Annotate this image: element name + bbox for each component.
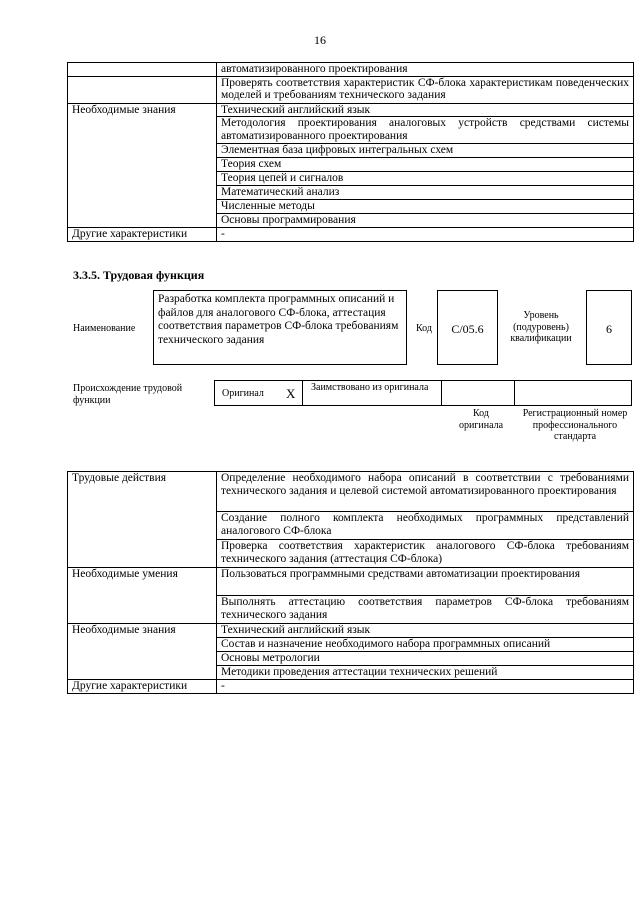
table1-row-1: Проверять соответствия характеристик СФ-блока характеристикам поведенческих моделей и требованиям технического задания (217, 76, 634, 103)
original-mark: X (286, 386, 296, 401)
other-characteristics-value: - (217, 228, 634, 242)
other-characteristics-value: - (217, 680, 634, 694)
other-characteristics-label: Другие характеристики (68, 228, 217, 242)
function-details-table (67, 471, 634, 694)
knowledge-item: Методология проектирования аналоговых устройств средствами системы автоматизированного проектирования (217, 117, 634, 144)
knowledge-item: Основы программирования (217, 214, 634, 228)
code-label: Код (416, 323, 432, 334)
skills-label: Необходимые умения (68, 568, 217, 624)
knowledge-table-1 (67, 62, 634, 242)
function-name-box (153, 290, 407, 365)
knowledge-item: Теория схем (217, 158, 634, 172)
function-name: Разработка комплекта программных описаний и файлов для аналогового СФ-блока, аттестация соответствия параметров СФ-блока требованиям технического задания (158, 293, 399, 346)
origin-divider (302, 380, 303, 406)
knowledge-item: Математический анализ (217, 186, 634, 200)
table1-row-0: автоматизированного проектирования (217, 63, 634, 77)
code-original-label: Код оригинала (458, 408, 504, 431)
knowledge-item: Технический английский язык (217, 624, 634, 638)
knowledge-item: Технический английский язык (217, 103, 634, 117)
page-number: 16 (314, 33, 326, 47)
actions-label: Трудовые действия (68, 472, 217, 568)
registration-number-label: Регистрационный номер профессионального стандарта (522, 408, 628, 442)
name-label: Наименование (73, 323, 136, 334)
section-title: 3.3.5. Трудовая функция (73, 268, 205, 282)
knowledge-item: Численные методы (217, 200, 634, 214)
skill-item: Пользоваться программными средствами автоматизации проектирования (217, 568, 634, 596)
original-label: Оригинал (222, 388, 264, 399)
knowledge-item: Состав и назначение необходимого набора программных описаний (217, 638, 634, 652)
empty-cell (68, 76, 217, 103)
borrowed-label: Заимствовано из оригинала (311, 382, 429, 393)
knowledge-item: Теория цепей и сигналов (217, 172, 634, 186)
knowledge-item: Методики проведения аттестации технических решений (217, 666, 634, 680)
level-value: 6 (606, 322, 612, 336)
level-box (586, 290, 632, 365)
action-item: Определение необходимого набора описаний в соответствии с требованиями технического задания и целевой системой автоматизированного проектирования (217, 472, 634, 512)
code-box (437, 290, 498, 365)
origin-divider (441, 380, 442, 406)
origin-label: Происхождение трудовой функции (73, 383, 183, 406)
knowledge-item: Элементная база цифровых интегральных схем (217, 144, 634, 158)
action-item: Проверка соответствия характеристик аналогового СФ-блока требованиям технического задания (аттестация СФ-блока) (217, 540, 634, 568)
skill-item: Выполнять аттестацию соответствия параметров СФ-блока требованиям технического задания (217, 596, 634, 624)
other-characteristics-label: Другие характеристики (68, 680, 217, 694)
empty-cell (68, 63, 217, 77)
code-value: C/05.6 (451, 322, 484, 336)
knowledge-item: Основы метрологии (217, 652, 634, 666)
origin-divider (514, 380, 515, 406)
knowledge-label: Необходимые знания (68, 103, 217, 228)
level-label: Уровень (подуровень) квалификации (510, 310, 572, 344)
action-item: Создание полного комплекта необходимых программных представлений аналогового СФ-блока (217, 512, 634, 540)
knowledge-label: Необходимые знания (68, 624, 217, 680)
